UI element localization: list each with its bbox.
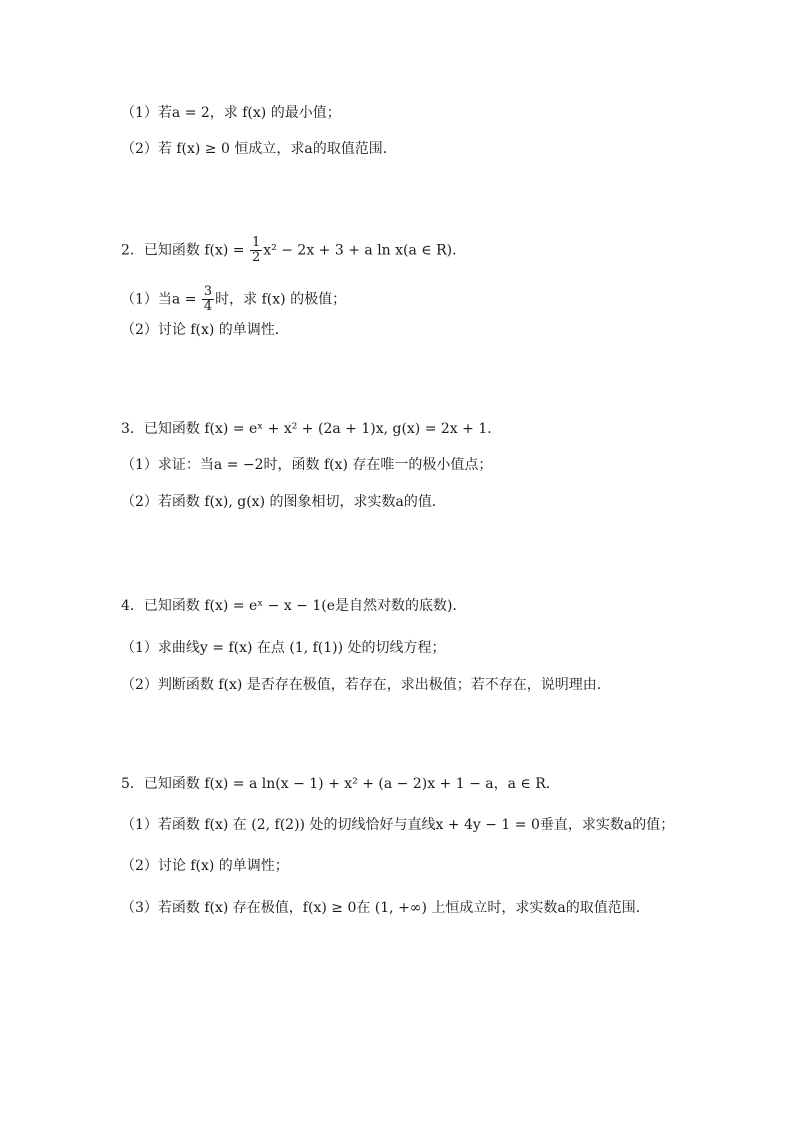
problem2-part1 <box>121 285 346 314</box>
problem5-part3: （3）若函数 f(x) 存在极值，f(x) ≥ 0在 (1, +∞) 上恒成立时，求实数a的取值范围． <box>121 900 650 916</box>
problem1-part1: （1）若a = 2，求 f(x) 的最小值； <box>121 105 341 121</box>
fraction-denominator: 2 <box>252 250 261 265</box>
problem2-part1-pre: （1）当a = <box>121 291 201 308</box>
problem5-statement: 5．已知函数 f(x) = a ln(x − 1) + x² + (a − 2)x + 1 − a，a ∈ R． <box>121 776 560 792</box>
fraction-three-quarters <box>202 285 214 314</box>
problem5-part1: （1）若函数 f(x) 在 (2, f(2)) 处的切线恰好与直线x + 4y − 1 = 0垂直，求实数a的值； <box>121 817 675 833</box>
problem1-part2: （2）若 f(x) ≥ 0 恒成立，求a的取值范围． <box>121 141 397 157</box>
problem2-part1-post: 时，求 f(x) 的极值； <box>215 291 347 308</box>
problem4-statement: 4．已知函数 f(x) = eˣ − x − 1(e是自然对数的底数)． <box>121 598 467 614</box>
problem4-part2: （2）判断函数 f(x) 是否存在极值，若存在，求出极值；若不存在，说明理由． <box>121 677 611 693</box>
problem2-statement-pre: 2．已知函数 f(x) = <box>121 242 249 259</box>
problem4-part1: （1）求曲线y = f(x) 在点 (1, f(1)) 处的切线方程； <box>121 640 446 656</box>
problem2-statement <box>121 236 466 265</box>
fraction-one-half <box>250 236 262 265</box>
problem5-part2: （2）讨论 f(x) 的单调性； <box>121 858 289 874</box>
fraction-numerator: 3 <box>203 284 213 299</box>
problem2-statement-post: x² − 2x + 3 + a ln x(a ∈ R)． <box>263 242 467 259</box>
fraction-denominator: 4 <box>203 299 213 314</box>
problem3-part2: （2）若函数 f(x), g(x) 的图象相切，求实数a的值． <box>121 494 446 510</box>
fraction-numerator: 1 <box>252 235 261 250</box>
problem3-statement: 3．已知函数 f(x) = eˣ + x² + (2a + 1)x, g(x) = 2x + 1． <box>121 421 502 437</box>
problem2-part2: （2）讨论 f(x) 的单调性． <box>121 322 289 338</box>
problem3-part1: （1）求证：当a = −2时，函数 f(x) 存在唯一的极小值点； <box>121 457 493 473</box>
